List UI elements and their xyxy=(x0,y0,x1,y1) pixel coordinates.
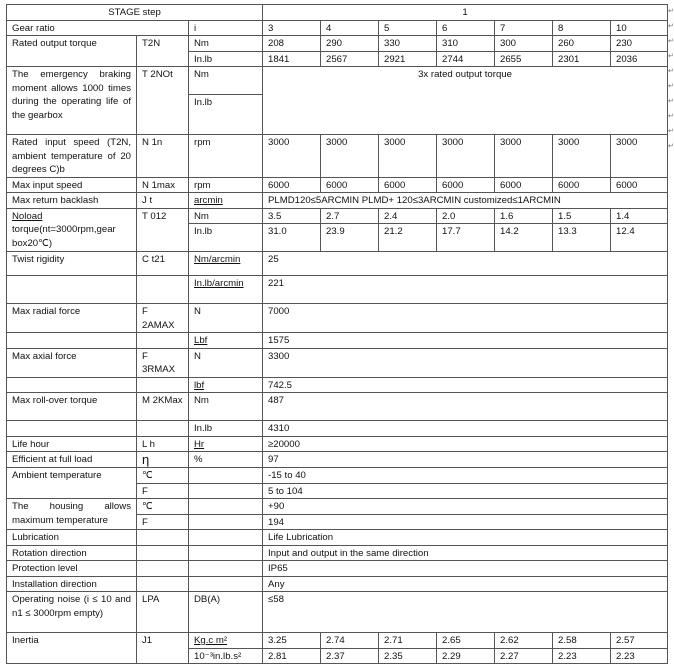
installation-direction-label: Installation direction xyxy=(7,576,137,592)
empty-cell xyxy=(137,421,189,437)
noload-value: 2.0 xyxy=(437,208,495,224)
inertia-value: 2.74 xyxy=(321,633,379,649)
empty-cell xyxy=(189,514,263,530)
installation-direction-value: Any xyxy=(263,576,668,592)
unit-inlb: In.lb xyxy=(189,51,263,67)
rotation-direction-value: Input and output in the same direction xyxy=(263,545,668,561)
speed-value: 6000 xyxy=(437,177,495,193)
rated-input-speed-symbol: N 1n xyxy=(137,135,189,178)
inertia-value: 2.71 xyxy=(379,633,437,649)
noload-value: 13.3 xyxy=(553,224,611,252)
operating-noise-symbol: LPA xyxy=(137,592,189,633)
rated-input-speed-label: Rated input speed (T2N, ambient temperature of 20 degrees C)b xyxy=(7,135,137,178)
operating-noise-row xyxy=(7,592,668,633)
speed-value: 6000 xyxy=(611,177,668,193)
unit-kgcm2: Kg.c m² xyxy=(189,633,263,649)
life-hour-row xyxy=(7,436,668,452)
inertia-value: 2.35 xyxy=(379,648,437,664)
emergency-braking-label: The emergency braking moment allows 1000 times during the operating life of the gearbox xyxy=(7,67,137,135)
efficiency-row xyxy=(7,452,668,468)
lubrication-row xyxy=(7,530,668,546)
unit-nm: Nm xyxy=(189,393,263,421)
max-rollover-torque-value: 487 xyxy=(263,393,668,421)
empty-cell xyxy=(189,576,263,592)
max-return-backlash-symbol: J t xyxy=(137,193,189,209)
noload-value: 23.9 xyxy=(321,224,379,252)
rated-output-torque-row xyxy=(7,36,668,52)
max-input-speed-row xyxy=(7,177,668,193)
gearbox-spec-table xyxy=(6,4,668,664)
row-end-mark: ↵ xyxy=(668,128,674,135)
emergency-braking-row xyxy=(7,67,668,95)
torque-value: 290 xyxy=(321,36,379,52)
torque-value: 2655 xyxy=(495,51,553,67)
row-end-marks xyxy=(668,4,674,154)
ambient-temperature-value: 5 to 104 xyxy=(263,483,668,499)
ambient-temperature-value: -15 to 40 xyxy=(263,468,668,484)
max-radial-force-lbf-row xyxy=(7,333,668,349)
inertia-value: 2.62 xyxy=(495,633,553,649)
rated-output-torque-label: Rated output torque xyxy=(7,36,137,67)
max-rollover-torque-row xyxy=(7,393,668,421)
noload-value: 31.0 xyxy=(263,224,321,252)
ratio-value: 4 xyxy=(321,20,379,36)
inertia-value: 2.37 xyxy=(321,648,379,664)
ratio-value: 5 xyxy=(379,20,437,36)
lubrication-value: Life Lubrication xyxy=(263,530,668,546)
unit-nm-arcmin: Nm/arcmin xyxy=(189,252,263,276)
empty-cell xyxy=(189,561,263,577)
unit-percent: % xyxy=(189,452,263,468)
noload-torque-label xyxy=(7,208,137,252)
inertia-label: Inertia xyxy=(7,633,137,664)
row-end-mark: ↵ xyxy=(668,143,674,150)
unit-fahrenheit: F xyxy=(137,483,189,499)
unit-inlb: In.lb xyxy=(189,224,263,252)
twist-rigidity-value: 221 xyxy=(263,276,668,304)
unit-n: N xyxy=(189,348,263,377)
unit-rpm: rpm xyxy=(189,177,263,193)
ratio-value: 6 xyxy=(437,20,495,36)
inertia-value: 2.57 xyxy=(611,633,668,649)
ambient-temperature-label: Ambient temperature xyxy=(7,468,137,499)
torque-value: 2921 xyxy=(379,51,437,67)
max-input-speed-label: Max input speed xyxy=(7,177,137,193)
unit-fahrenheit: F xyxy=(137,514,189,530)
noload-value: 14.2 xyxy=(495,224,553,252)
ratio-value: 3 xyxy=(263,20,321,36)
empty-cell xyxy=(189,545,263,561)
empty-cell xyxy=(137,576,189,592)
unit-nm: Nm xyxy=(189,36,263,52)
max-return-backlash-label: Max return backlash xyxy=(7,193,137,209)
unit-lbf: lbf xyxy=(189,377,263,393)
inertia-value: 2.23 xyxy=(611,648,668,664)
max-axial-force-value: 3300 xyxy=(263,348,668,377)
noload-word: Noload xyxy=(12,210,43,222)
row-end-mark: ↵ xyxy=(668,53,674,60)
max-return-backlash-value: PLMD120≤5ARCMIN PLMD+ 120≤3ARCMIN customized≤1ARCMIN xyxy=(263,193,668,209)
life-hour-value: ≥20000 xyxy=(263,436,668,452)
empty-cell xyxy=(137,333,189,349)
emergency-braking-value: 3x rated output torque xyxy=(263,67,668,135)
unit-inlb-arcmin: In.lb/arcmin xyxy=(189,276,263,304)
stage-value: 1 xyxy=(263,5,668,21)
inertia-value: 2.81 xyxy=(263,648,321,664)
empty-cell xyxy=(137,561,189,577)
row-end-mark: ↵ xyxy=(668,23,674,30)
operating-noise-value: ≤58 xyxy=(263,592,668,633)
unit-arcmin: arcmin xyxy=(189,193,263,209)
empty-cell xyxy=(137,377,189,393)
installation-direction-row xyxy=(7,576,668,592)
inertia-value: 2.58 xyxy=(553,633,611,649)
inertia-value: 2.23 xyxy=(553,648,611,664)
torque-value: 2301 xyxy=(553,51,611,67)
emergency-braking-symbol: T 2NOt xyxy=(137,67,189,135)
unit-rpm: rpm xyxy=(189,135,263,178)
inertia-value: 3.25 xyxy=(263,633,321,649)
speed-value: 6000 xyxy=(263,177,321,193)
empty-cell xyxy=(137,545,189,561)
twist-rigidity-value: 25 xyxy=(263,252,668,276)
max-axial-force-row xyxy=(7,348,668,377)
max-input-speed-symbol: N 1max xyxy=(137,177,189,193)
protection-level-value: IP65 xyxy=(263,561,668,577)
speed-value: 3000 xyxy=(495,135,553,178)
empty-cell xyxy=(7,377,137,393)
operating-noise-label: Operating noise (i ≤ 10 and n1 ≤ 3000rpm empty) xyxy=(7,592,137,633)
torque-value: 300 xyxy=(495,36,553,52)
speed-value: 6000 xyxy=(379,177,437,193)
noload-value: 17.7 xyxy=(437,224,495,252)
housing-temperature-label: The housing allows maximum temperature xyxy=(7,499,137,530)
max-axial-force-lbf-row xyxy=(7,377,668,393)
unit-nm: Nm xyxy=(189,67,263,95)
noload-value: 12.4 xyxy=(611,224,668,252)
torque-value: 230 xyxy=(611,36,668,52)
protection-level-label: Protection level xyxy=(7,561,137,577)
empty-cell xyxy=(189,483,263,499)
rated-input-speed-row xyxy=(7,135,668,178)
speed-value: 3000 xyxy=(379,135,437,178)
life-hour-symbol: L h xyxy=(137,436,189,452)
ratio-value: 8 xyxy=(553,20,611,36)
twist-rigidity-label: Twist rigidity xyxy=(7,252,137,276)
speed-value: 6000 xyxy=(553,177,611,193)
speed-value: 3000 xyxy=(553,135,611,178)
lubrication-label: Lubrication xyxy=(7,530,137,546)
max-radial-force-value: 7000 xyxy=(263,304,668,333)
row-end-mark: ↵ xyxy=(668,113,674,120)
torque-value: 330 xyxy=(379,36,437,52)
noload-rest: torque(nt=3000rpm,gear box20℃) xyxy=(12,224,116,249)
inertia-value: 2.29 xyxy=(437,648,495,664)
unit-hr: Hr xyxy=(189,436,263,452)
rotation-direction-label: Rotation direction xyxy=(7,545,137,561)
max-rollover-torque-inlb-row xyxy=(7,421,668,437)
unit-n: N xyxy=(189,304,263,333)
empty-cell xyxy=(137,530,189,546)
max-radial-force-label: Max radial force xyxy=(7,304,137,333)
ratio-symbol: i xyxy=(189,20,263,36)
torque-value: 2567 xyxy=(321,51,379,67)
unit-celsius: ℃ xyxy=(137,468,189,484)
max-radial-force-value: 1575 xyxy=(263,333,668,349)
torque-value: 310 xyxy=(437,36,495,52)
twist-rigidity-inlb-row xyxy=(7,276,668,304)
unit-dba: DB(A) xyxy=(189,592,263,633)
unit-celsius: ℃ xyxy=(137,499,189,515)
efficiency-label: Efficient at full load xyxy=(7,452,137,468)
noload-value: 2.4 xyxy=(379,208,437,224)
unit-inlbs2: 10⁻³in.lb.s² xyxy=(189,648,263,664)
stage-label: STAGE step xyxy=(7,5,263,21)
max-axial-force-label: Max axial force xyxy=(7,348,137,377)
empty-cell xyxy=(189,530,263,546)
max-rollover-torque-symbol: M 2KMax xyxy=(137,393,189,421)
housing-temperature-value: 194 xyxy=(263,514,668,530)
ratio-row xyxy=(7,20,668,36)
speed-value: 3000 xyxy=(437,135,495,178)
header-row xyxy=(7,5,668,21)
max-axial-force-value: 742.5 xyxy=(263,377,668,393)
inertia-value: 2.27 xyxy=(495,648,553,664)
max-rollover-torque-label: Max roll-over torque xyxy=(7,393,137,421)
rated-output-torque-symbol: T2N xyxy=(137,36,189,67)
speed-value: 3000 xyxy=(321,135,379,178)
max-radial-force-row xyxy=(7,304,668,333)
torque-value: 2036 xyxy=(611,51,668,67)
empty-cell xyxy=(7,333,137,349)
protection-level-row xyxy=(7,561,668,577)
row-end-mark: ↵ xyxy=(668,68,674,75)
noload-torque-symbol: T 012 xyxy=(137,208,189,252)
inertia-value: 2.65 xyxy=(437,633,495,649)
unit-inlb: In.lb xyxy=(189,95,263,135)
noload-value: 1.5 xyxy=(553,208,611,224)
twist-rigidity-symbol: C t21 xyxy=(137,252,189,276)
unit-nm: Nm xyxy=(189,208,263,224)
ratio-value: 10 xyxy=(611,20,668,36)
unit-inlb: In.lb xyxy=(189,421,263,437)
speed-value: 6000 xyxy=(321,177,379,193)
life-hour-label: Life hour xyxy=(7,436,137,452)
torque-value: 208 xyxy=(263,36,321,52)
torque-value: 1841 xyxy=(263,51,321,67)
housing-temperature-row xyxy=(7,499,668,515)
twist-rigidity-row xyxy=(7,252,668,276)
row-end-mark: ↵ xyxy=(668,83,674,90)
empty-cell xyxy=(137,276,189,304)
noload-value: 21.2 xyxy=(379,224,437,252)
row-end-mark: ↵ xyxy=(668,98,674,105)
noload-value: 1.4 xyxy=(611,208,668,224)
empty-cell xyxy=(7,276,137,304)
unit-lbf: Lbf xyxy=(189,333,263,349)
torque-value: 2744 xyxy=(437,51,495,67)
empty-cell xyxy=(189,499,263,515)
efficiency-symbol: η xyxy=(137,452,189,468)
empty-cell xyxy=(7,421,137,437)
noload-value: 3.5 xyxy=(263,208,321,224)
max-return-backlash-row xyxy=(7,193,668,209)
empty-cell xyxy=(189,468,263,484)
speed-value: 3000 xyxy=(611,135,668,178)
ambient-temperature-row xyxy=(7,468,668,484)
max-rollover-torque-value: 4310 xyxy=(263,421,668,437)
row-end-mark: ↵ xyxy=(668,8,674,15)
speed-value: 6000 xyxy=(495,177,553,193)
rotation-direction-row xyxy=(7,545,668,561)
ratio-value: 7 xyxy=(495,20,553,36)
max-axial-force-symbol: F 3RMAX xyxy=(137,348,189,377)
efficiency-value: 97 xyxy=(263,452,668,468)
noload-value: 1.6 xyxy=(495,208,553,224)
speed-value: 3000 xyxy=(263,135,321,178)
max-radial-force-symbol: F 2AMAX xyxy=(137,304,189,333)
row-end-mark: ↵ xyxy=(668,38,674,45)
inertia-symbol: J1 xyxy=(137,633,189,664)
torque-value: 260 xyxy=(553,36,611,52)
housing-temperature-value: +90 xyxy=(263,499,668,515)
noload-value: 2.7 xyxy=(321,208,379,224)
inertia-row xyxy=(7,633,668,649)
noload-torque-row xyxy=(7,208,668,224)
ratio-label: Gear ratio xyxy=(7,20,189,36)
